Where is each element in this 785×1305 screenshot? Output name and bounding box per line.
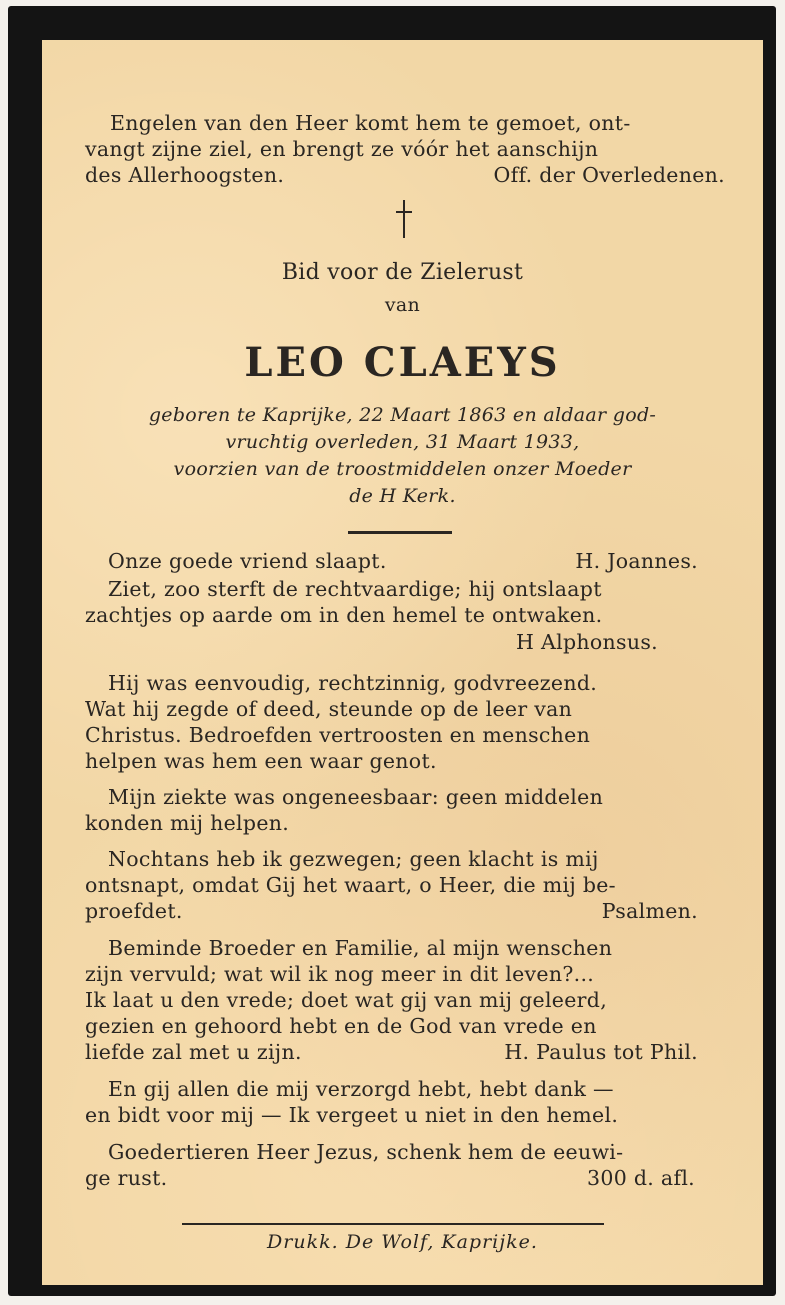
biography-line-3: voorzien van de troostmiddelen onzer Moeder bbox=[173, 458, 632, 480]
opening-quote-line-3 bbox=[85, 162, 725, 188]
text: Onze goede vriend slaapt. bbox=[108, 549, 387, 573]
body-line: Beminde Broeder en Familie, al mijn wenschen bbox=[108, 936, 613, 960]
body-line: Hij was eenvoudig, rechtzinnig, godvreezend. bbox=[108, 671, 598, 695]
body-line bbox=[108, 548, 698, 574]
body-line bbox=[85, 898, 698, 924]
indulgence-note: 300 d. afl. bbox=[587, 1166, 695, 1190]
text: vangt zijne ziel, en brengt ze vóór het aanschijn bbox=[85, 137, 599, 161]
body-line: zachtjes op aarde om in den hemel te ontwaken. bbox=[85, 603, 603, 627]
memorial-card bbox=[8, 6, 776, 1296]
opening-quote-line-2 bbox=[85, 136, 725, 162]
body-line bbox=[85, 1165, 695, 1191]
divider-long bbox=[182, 1223, 604, 1225]
body-line: ontsnapt, omdat Gij het waart, o Heer, die mij be- bbox=[85, 873, 616, 897]
quote-source: Off. der Overledenen. bbox=[493, 163, 725, 187]
body-line: Goedertieren Heer Jezus, schenk hem de eeuwi- bbox=[108, 1140, 624, 1164]
body-line: Ziet, zoo sterft de rechtvaardige; hij ontslaapt bbox=[108, 577, 602, 601]
prayer-heading: Bid voor de Zielerust bbox=[281, 260, 524, 285]
cross-icon bbox=[394, 200, 414, 240]
body-line: Christus. Bedroefden vertroosten en menschen bbox=[85, 723, 591, 747]
text: proefdet. bbox=[85, 899, 183, 923]
quote-source: Psalmen. bbox=[601, 899, 698, 923]
printer-credit: Drukk. De Wolf, Kaprijke. bbox=[267, 1231, 538, 1253]
quote-source: H. Paulus tot Phil. bbox=[504, 1040, 698, 1064]
body-line: Wat hij zegde of deed, steunde op de leer van bbox=[85, 697, 573, 721]
text: ge rust. bbox=[85, 1166, 168, 1190]
body-line: Ik laat u den vrede; doet wat gij van mij geleerd, bbox=[85, 988, 608, 1012]
body-line: Mijn ziekte was ongeneesbaar: geen middelen bbox=[108, 785, 604, 809]
divider-short bbox=[348, 531, 452, 534]
biography-line-4: de H Kerk. bbox=[349, 485, 456, 507]
biography-line-2: vruchtig overleden, 31 Maart 1933, bbox=[225, 431, 580, 453]
card-paper bbox=[42, 40, 763, 1285]
van-label: van bbox=[384, 294, 421, 316]
body-line: helpen was hem een waar genot. bbox=[85, 749, 437, 773]
body-line: en bidt voor mij — Ik vergeet u niet in den hemel. bbox=[85, 1103, 619, 1127]
body-line: Nochtans heb ik gezwegen; geen klacht is mij bbox=[108, 847, 599, 871]
body-line: En gij allen die mij verzorgd hebt, hebt dank — bbox=[108, 1077, 614, 1101]
text: des Allerhoogsten. bbox=[85, 163, 285, 187]
quote-source: H. Joannes. bbox=[575, 549, 698, 573]
text: liefde zal met u zijn. bbox=[85, 1040, 302, 1064]
body-line: zijn vervuld; wat wil ik nog meer in dit leven?... bbox=[85, 962, 595, 986]
deceased-name: LEO CLAEYS bbox=[244, 339, 561, 386]
body-line: konden mij helpen. bbox=[85, 811, 290, 835]
biography-line-1: geboren te Kaprijke, 22 Maart 1863 en aldaar god- bbox=[148, 404, 657, 426]
body-line: gezien en gehoord hebt en de God van vrede en bbox=[85, 1014, 597, 1038]
opening-quote-line-1 bbox=[110, 110, 725, 136]
text: Engelen van den Heer komt hem te gemoet, ont- bbox=[110, 111, 631, 135]
body-line bbox=[85, 1039, 698, 1065]
quote-source: H Alphonsus. bbox=[516, 630, 658, 654]
